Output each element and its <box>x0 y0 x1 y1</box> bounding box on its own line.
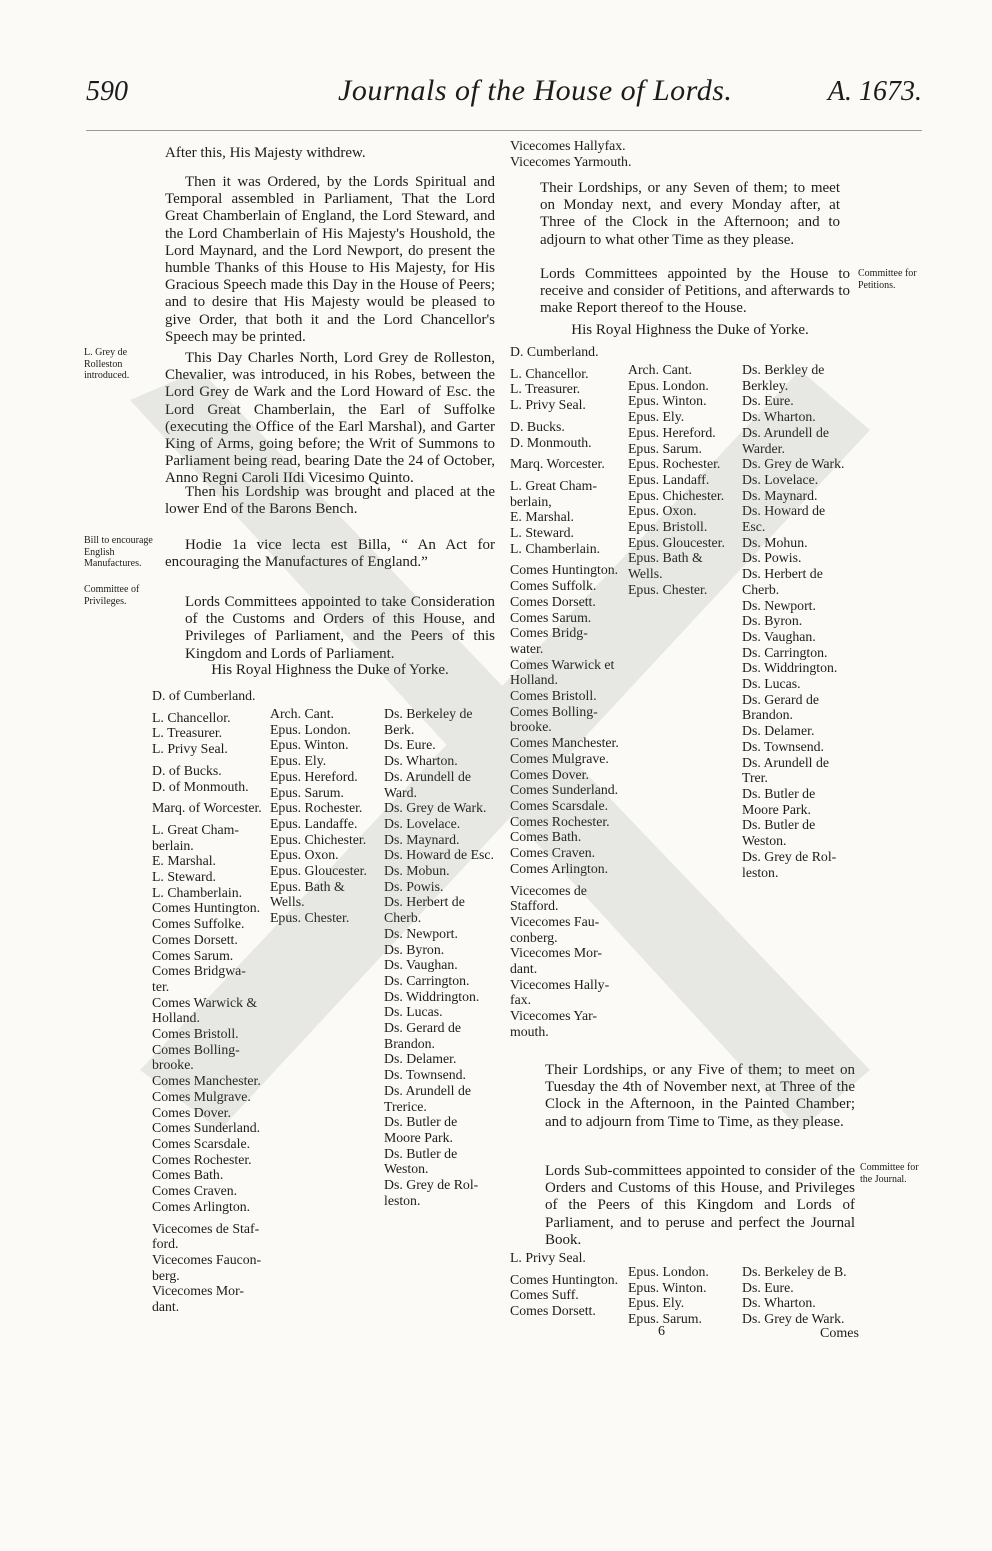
margin-note-petitions: Committee for Petitions. <box>858 268 917 291</box>
list-item: Stafford. <box>510 898 559 914</box>
list-item: Ds. Eure. <box>742 393 794 409</box>
running-year: A. 1673. <box>827 76 922 107</box>
list-item: Vicecomes Mor- <box>510 945 602 961</box>
list-item: Comes Sarum. <box>152 947 234 963</box>
list-item: Brandon. <box>384 1035 435 1051</box>
list-item: Ds. Butler de <box>384 1145 458 1161</box>
list-item: Epus. London. <box>628 377 709 393</box>
list-item: Ds. Eure. <box>742 1279 794 1295</box>
list-item: Epus. Rochester. <box>270 800 363 816</box>
list-item: Weston. <box>742 833 787 849</box>
list-item: Ds. Powis. <box>384 878 444 894</box>
list-item: Comes Suffolk. <box>510 578 597 594</box>
list-item: Epus. Oxon. <box>270 847 339 863</box>
signature-mark: 6 <box>658 1324 665 1339</box>
list-item: Epus. Landaff. <box>628 471 710 487</box>
list-item: dant. <box>510 961 538 977</box>
list-item: Epus. Landaffe. <box>270 815 358 831</box>
list-item: Ds. Lovelace. <box>742 471 819 487</box>
list-item: Vicecomes Hally- <box>510 976 610 992</box>
list-item: Ds. Grey de Rol- <box>384 1177 479 1193</box>
list-item: water. <box>510 640 544 656</box>
list-item: Epus. Ely. <box>628 1295 685 1311</box>
list-item: Epus. Winton. <box>628 1279 707 1295</box>
list-item: Ds. Butler de <box>742 817 816 833</box>
page-number: 590 <box>86 76 128 107</box>
list-item: Ds. Grey de Wark. <box>384 800 487 816</box>
list-item: Comes Craven. <box>510 845 596 861</box>
list-item: Comes Huntington. <box>152 900 261 916</box>
list-item: D. Cumberland. <box>510 344 599 359</box>
list-item: Ds. Carrington. <box>742 644 828 660</box>
list-item: Epus. Bristoll. <box>628 519 708 535</box>
right-top-vicecomites <box>510 138 830 169</box>
bill-paragraph: Hodie 1a vice lecta est Billa, “ An Act for encouraging the Manufactures of England.” <box>165 537 495 571</box>
list-item: Ds. Mohun. <box>742 534 808 550</box>
list-item: mouth. <box>510 1023 549 1039</box>
margin-note-grey: L. Grey de Rolleston introduced. <box>84 347 130 381</box>
list-item: E. Marshal. <box>152 853 216 869</box>
margin-note-journal: Committee for the Journal. <box>860 1162 919 1185</box>
list-item: Vicecomes Faucon- <box>152 1251 262 1267</box>
list-item: berg. <box>152 1267 180 1283</box>
list-item: Comes Sarum. <box>510 609 592 625</box>
list-item: L. Steward. <box>152 869 216 885</box>
list-item: Comes Arlington. <box>152 1198 251 1214</box>
list-item: L. Steward. <box>510 525 574 541</box>
list-item: Ds. Berkeley de B. <box>742 1264 847 1279</box>
list-item: ford. <box>152 1236 179 1252</box>
list-item: L. Chancellor. <box>152 709 231 725</box>
list-item: Warder. <box>742 440 785 456</box>
privileges-column-barons <box>384 706 504 1209</box>
list-item: Comes Bath. <box>510 829 582 845</box>
list-item: Vicecomes Yarmouth. <box>510 153 632 169</box>
margin-note-privileges: Committee of Privileges. <box>84 584 140 607</box>
list-item: Ds. Byron. <box>742 613 803 629</box>
list-item: Comes Sunderland. <box>510 782 619 798</box>
list-item: Comes Suff. <box>510 1287 579 1303</box>
list-item: Ds. Gerard de <box>384 1020 462 1036</box>
list-item: Comes Suffolke. <box>152 916 245 932</box>
list-item: Ds. Butler de <box>384 1114 458 1130</box>
list-item: Cherb. <box>384 910 422 926</box>
list-item: Ds. Byron. <box>384 941 445 957</box>
list-item: Comes Dover. <box>510 766 589 782</box>
list-item: Ds. Maynard. <box>384 831 460 847</box>
list-item: Epus. Ely. <box>270 753 327 769</box>
privileges-intro: Lords Committees appointed to take Consideration of the Customs and Orders of this House, and Privileges of Parliament, and the Peers of this Kingdom and Lords of Parliament. <box>185 594 495 662</box>
list-item: Epus. Chichester. <box>270 831 367 847</box>
list-item: Comes Bolling- <box>510 703 598 719</box>
list-item: Ds. Newport. <box>384 925 458 941</box>
subcommittee-column-temporal <box>510 1250 630 1319</box>
list-item: Ds. Townsend. <box>742 738 824 754</box>
list-item: Holland. <box>510 672 558 688</box>
list-item: Epus. Chester. <box>628 581 708 597</box>
list-item: brooke. <box>510 719 552 735</box>
list-item: Epus. Hereford. <box>628 424 716 440</box>
petitions-intro: Lords Committees appointed by the House to receive and consider of Petitions, and afterwards to make Report thereof to the House. <box>540 266 850 317</box>
list-item: Ward. <box>384 784 417 800</box>
list-item: Comes Scarsdale. <box>510 797 609 813</box>
list-item: Arch. Cant. <box>628 362 692 377</box>
list-item: Epus. Sarum. <box>628 1311 702 1327</box>
thanks-order-paragraph: Then it was Ordered, by the Lords Spiritual and Temporal assembled in Parliament, That the Lord Great Chamberlain of England, the Lord Steward, and the Lord Chamberlain of His Majesty's Houshold, the Lord Maynard, and the Lord Newport, do present the humble Thanks of this House to His Majesty, for His Gracious Speech made this Day in the House of Peers; and to desire that His Majesty would be pleased to give Order, that both it and the Lord Chancellor's Speech may be printed. <box>165 174 495 345</box>
list-item: Ds. Carrington. <box>384 972 470 988</box>
subcommittee-intro: Lords Sub-committees appointed to consider of the Orders and Customs of this House, and Privileges of the Peers of this Kingdom and Lords of Parliament, and to peruse and perfect the Journal Book. <box>545 1163 855 1248</box>
list-item: D. of Bucks. <box>152 762 222 778</box>
list-item: Epus. Ely. <box>628 409 685 425</box>
list-item: Ds. Delamer. <box>742 723 815 739</box>
list-item: Ds. Vaughan. <box>742 628 816 644</box>
list-item: Comes Rochester. <box>152 1151 252 1167</box>
list-item: Ds. Grey de Rol- <box>742 848 837 864</box>
list-item: Comes Manchester. <box>510 735 619 751</box>
list-item: ter. <box>152 978 170 994</box>
list-item: Vicecomes de <box>510 882 587 898</box>
list-item: Arch. Cant. <box>270 706 334 721</box>
list-item: Epus. Hereford. <box>270 768 358 784</box>
petitions-column-bishops <box>628 362 743 598</box>
royal-highness-left: His Royal Highness the Duke of Yorke. <box>211 662 449 678</box>
list-item: Comes Bath. <box>152 1167 224 1183</box>
list-item: Ds. Gerard de <box>742 691 820 707</box>
list-item: Marq. Worcester. <box>510 456 605 472</box>
list-item: Ds. Lucas. <box>384 1004 443 1020</box>
list-item: Ds. Lovelace. <box>384 815 461 831</box>
petitions-column-temporal <box>510 344 630 1040</box>
list-item: Epus. Winton. <box>628 393 707 409</box>
list-item: L. Chancellor. <box>510 365 589 381</box>
list-item: Ds. Herbert de <box>742 566 823 582</box>
list-item: Brandon. <box>742 707 793 723</box>
page-header <box>86 70 922 131</box>
list-item: Comes Scarsdale. <box>152 1135 251 1151</box>
list-item: D. of Monmouth. <box>152 778 249 794</box>
list-item: berlain. <box>152 837 194 853</box>
list-item: Ds. Arundell de <box>384 768 471 784</box>
list-item: Comes Bridg- <box>510 625 588 641</box>
list-item: Epus. Sarum. <box>628 440 702 456</box>
list-item: Comes Rochester. <box>510 813 610 829</box>
list-item: Ds. Eure. <box>384 737 436 753</box>
list-item: Comes Huntington. <box>510 1271 619 1287</box>
list-item: L. Great Cham- <box>152 821 239 837</box>
list-item: Ds. Grey de Wark. <box>742 456 845 472</box>
list-item: Comes Dorsett. <box>510 1303 596 1319</box>
five-meeting-paragraph: Their Lordships, or any Five of them; to meet on Tuesday the 4th of November next, at Three of the Clock in the Afternoon, in the Painted Chamber; and to adjourn from Time to Time, as they please. <box>545 1062 855 1130</box>
list-item: L. Treasurer. <box>510 381 581 397</box>
catchword: Comes <box>820 1326 859 1341</box>
list-item: Ds. Berkeley de <box>384 706 473 721</box>
list-item: L. Chamberlain. <box>152 884 243 900</box>
list-item: Wells. <box>628 566 663 582</box>
list-item: Comes Bristoll. <box>510 688 597 704</box>
list-item: Comes Bristoll. <box>152 1026 239 1042</box>
list-item: D. of Cumberland. <box>152 688 256 703</box>
list-item: Ds. Herbert de <box>384 894 465 910</box>
list-item: Ds. Arundell de <box>384 1082 471 1098</box>
list-item: Wells. <box>270 894 305 910</box>
list-item: L. Privy Seal. <box>152 741 228 757</box>
list-item: Berkley. <box>742 377 789 393</box>
list-item: Epus. Bath & <box>270 878 345 894</box>
list-item: Esc. <box>742 519 766 535</box>
list-item: Vicecomes Fau- <box>510 913 600 929</box>
list-item: Vicecomes de Staf- <box>152 1220 260 1236</box>
list-item: Epus. Gloucester. <box>628 534 725 550</box>
list-item: Vicecomes Yar- <box>510 1008 598 1024</box>
list-item: Vicecomes Mor- <box>152 1283 244 1299</box>
list-item: L. Privy Seal. <box>510 397 586 413</box>
list-item: Ds. Maynard. <box>742 487 818 503</box>
list-item: Comes Bridgwa- <box>152 963 246 979</box>
list-item: Ds. Howard de <box>742 503 826 519</box>
list-item: leston. <box>742 864 779 880</box>
list-item: Ds. Townsend. <box>384 1067 466 1083</box>
list-item: Comes Mulgrave. <box>152 1088 251 1104</box>
list-item: Ds. Powis. <box>742 550 802 566</box>
list-item: Trerice. <box>384 1098 427 1114</box>
list-item: Ds. Berkley de <box>742 362 825 377</box>
list-item: Comes Sunderland. <box>152 1120 261 1136</box>
list-item: Comes Warwick et <box>510 656 615 672</box>
list-item: Ds. Widdrington. <box>742 660 838 676</box>
list-item: Cherb. <box>742 581 780 597</box>
list-item: Comes Dorsett. <box>152 931 238 947</box>
list-item: Epus. Winton. <box>270 737 349 753</box>
list-item: Comes Arlington. <box>510 860 609 876</box>
list-item: Ds. Grey de Wark. <box>742 1311 845 1327</box>
list-item: Comes Bolling- <box>152 1041 240 1057</box>
list-item: Ds. Butler de <box>742 785 816 801</box>
list-item: Epus. Chichester. <box>628 487 725 503</box>
list-item: Epus. Rochester. <box>628 456 721 472</box>
list-item: Holland. <box>152 1010 200 1026</box>
list-item: Comes Mulgrave. <box>510 750 609 766</box>
list-item: Ds. Wharton. <box>742 1295 816 1311</box>
privileges-column-bishops <box>270 706 382 926</box>
list-item: Berk. <box>384 721 415 737</box>
list-item: conberg. <box>510 929 558 945</box>
list-item: Epus. Bath & <box>628 550 703 566</box>
list-item: Ds. Howard de Esc. <box>384 847 494 863</box>
list-item: berlain, <box>510 493 552 509</box>
list-item: Ds. Wharton. <box>742 409 816 425</box>
list-item: D. Bucks. <box>510 418 565 434</box>
margin-note-bill: Bill to encourage English Manufactures. <box>84 535 153 569</box>
list-item: Ds. Lucas. <box>742 676 801 692</box>
list-item: Trer. <box>742 770 768 786</box>
list-item: Ds. Newport. <box>742 597 816 613</box>
list-item: L. Privy Seal. <box>510 1250 586 1265</box>
list-item: Moore Park. <box>384 1129 453 1145</box>
subcommittee-column-bishops <box>628 1264 743 1327</box>
list-item: Weston. <box>384 1161 429 1177</box>
list-item: Vicecomes Hallyfax. <box>510 138 626 153</box>
list-item: Ds. Widdrington. <box>384 988 480 1004</box>
list-item: Comes Dover. <box>152 1104 231 1120</box>
list-item: L. Treasurer. <box>152 725 223 741</box>
list-item: dant. <box>152 1299 180 1315</box>
list-item: Comes Dorsett. <box>510 593 596 609</box>
list-item: Ds. Mobun. <box>384 863 450 879</box>
list-item: Epus. Chester. <box>270 910 350 926</box>
subcommittee-column-barons <box>742 1264 872 1327</box>
placed-paragraph: Then his Lordship was brought and placed at the lower End of the Barons Bench. <box>165 484 495 518</box>
list-item: Comes Warwick & <box>152 994 258 1010</box>
list-item: brooke. <box>152 1057 194 1073</box>
list-item: Ds. Arundell de <box>742 754 829 770</box>
list-item: Epus. Sarum. <box>270 784 344 800</box>
list-item: Ds. Wharton. <box>384 753 458 769</box>
list-item: D. Monmouth. <box>510 434 592 450</box>
list-item: Epus. London. <box>628 1264 709 1279</box>
list-item: E. Marshal. <box>510 509 574 525</box>
petitions-column-barons <box>742 362 872 880</box>
list-item: Ds. Vaughan. <box>384 957 458 973</box>
list-item: Marq. of Worcester. <box>152 800 262 816</box>
list-item: Moore Park. <box>742 801 811 817</box>
withdrew-line: After this, His Majesty withdrew. <box>165 145 366 161</box>
list-item: L. Chamberlain. <box>510 540 601 556</box>
list-item: Epus. London. <box>270 721 351 737</box>
privileges-column-temporal <box>152 688 270 1315</box>
list-item: Epus. Gloucester. <box>270 863 367 879</box>
list-item: leston. <box>384 1192 421 1208</box>
list-item: Comes Huntington. <box>510 562 619 578</box>
list-item: Comes Craven. <box>152 1183 238 1199</box>
running-title: Journals of the House of Lords. <box>338 74 733 107</box>
list-item: Ds. Arundell de <box>742 424 829 440</box>
royal-highness-right: His Royal Highness the Duke of Yorke. <box>571 322 809 338</box>
list-item: Ds. Delamer. <box>384 1051 457 1067</box>
list-item: Comes Manchester. <box>152 1073 261 1089</box>
list-item: L. Great Cham- <box>510 477 597 493</box>
list-item: fax. <box>510 992 532 1008</box>
grey-introduction-paragraph: This Day Charles North, Lord Grey de Rolleston, Chevalier, was introduced, in his Robes, between the Lord Grey de Wark and the Lord Howard of Esc. the Lord Great Chamberlain, the Earl of Suffolke (executing the Office of the Earl Marshal), and Garter King of Arms, going before; the Writ of Summons to Parliament being read, bearing Date the 24 of October, Anno Regni Caroli IIdi Vicesimo Quinto. <box>165 350 495 487</box>
list-item: Epus. Oxon. <box>628 503 697 519</box>
seven-meeting-paragraph: Their Lordships, or any Seven of them; to meet on Monday next, and every Monday after, at Three of the Clock in the Afternoon; and to adjourn to what other Time as they please. <box>540 180 840 248</box>
